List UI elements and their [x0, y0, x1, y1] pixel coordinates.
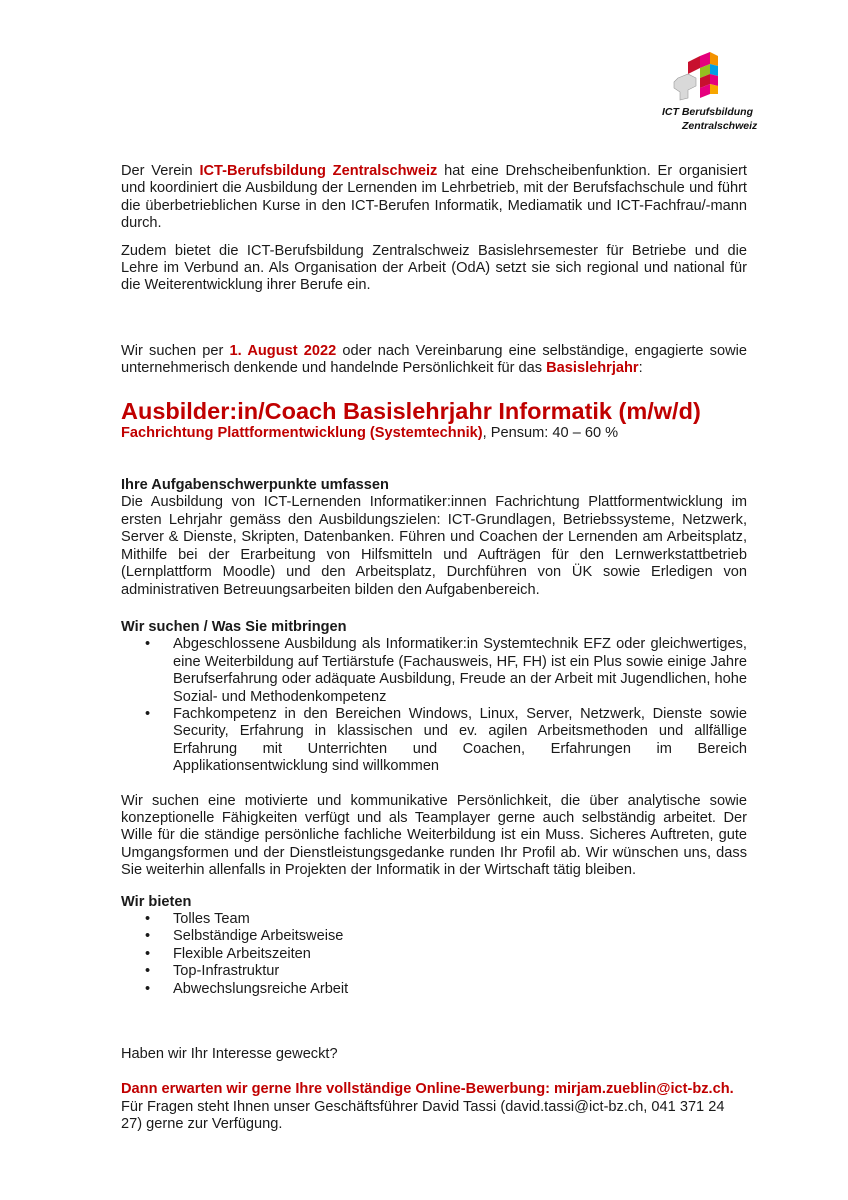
closing-question: Haben wir Ihr Interesse geweckt?: [121, 1046, 338, 1063]
tasks-text: Die Ausbildung von ICT-Lernenden Informatiker:innen Fachrichtung Plattformentwicklung im ersten Lehrjahr gemäss den Ausbildungszielen: ICT-Grundlagen, Betriebssysteme, Netzwerk, Server & Dienste, Skripten, Datenbanken. Führen und Coachen der Lernenden am Arbeitsplatz, Mithilfe bei der Erarbeitung von Hilfsmitteln und Aufträgen für den Lernwerkstattbetrieb (Lernplattform Moodle) und den Arbeitsplatz, Durchführen von ÜK sowie Erledigen von administrativen Betreuungsarbeiten bilden den Aufgabenbereich.: [121, 494, 747, 598]
offer-heading: Wir bieten: [121, 893, 192, 910]
requirements-section: [121, 619, 747, 880]
apply-line: [121, 1081, 747, 1098]
text: Der Verein: [121, 163, 200, 179]
text: oder nach Vereinbarung eine selbständige, engagierte sowie unternehmerisch denkende und handelnde Persönlichkeit für das: [121, 342, 747, 377]
list-item: • Tolles Team: [121, 911, 747, 928]
logo-text-line2: Zentralschweiz: [682, 120, 758, 132]
tasks-heading: Ihre Aufgabenschwerpunkte umfassen: [121, 477, 389, 494]
text: hat eine Drehscheibenfunktion. Er organisiert und koordiniert die Ausbildung der Lernenden im Lehrbetrieb, mit der Berufsfachschule und führt die überbetrieblichen Kurse in den ICT-Berufen Informatik, Mediamatik und ICT-Fachfrau/-mann durch.: [121, 163, 747, 232]
list-item: • Top-Infrastruktur: [121, 963, 747, 980]
job-subtitle: Fachrichtung Plattformentwicklung (Systemtechnik): [121, 424, 483, 441]
start-date: 1. August 2022: [229, 342, 337, 359]
text: Dann erwarten wir gerne Ihre vollständige Online-Bewerbung:: [121, 1081, 555, 1098]
apply-email-link[interactable]: mirjam.zueblin@ict-bz.ch: [554, 1081, 730, 1098]
list-item: • Abwechslungsreiche Arbeit: [121, 981, 747, 998]
target-program: Basislehrjahr: [546, 360, 639, 377]
text: :: [638, 360, 643, 377]
intro-paragraph-2: Zudem bietet die ICT-Berufsbildung Zentralschweiz Basislehrsemester für Betriebe und die Lehre im Verbund an. Als Organisation der Arbeit (OdA) setzt sie sich regional und national für die Weiterentwicklung ihrer Berufe ein.: [121, 242, 747, 294]
org-name: ICT-Berufsbildung Zentralschweiz: [199, 163, 438, 179]
requirements-heading: Wir suchen / Was Sie mitbringen: [121, 618, 347, 635]
list-item: • Flexible Arbeitszeiten: [121, 946, 747, 963]
tasks-section: [121, 477, 747, 599]
text: .: [729, 1081, 734, 1098]
job-header: [121, 397, 747, 442]
intro-paragraph-1: [121, 163, 747, 233]
list-item: • Selbständige Arbeitsweise: [121, 928, 747, 945]
requirements-text: Wir suchen eine motivierte und kommunikative Persönlichkeit, die über analytische sowie konzeptionelle Fähigkeiten verfügt und als Teamplayer gerne auch selbständig arbeitet. Der Wille für die ständige persönliche fachliche Weiterbildung ist ein Muss. Sicheres Auftreten, gute Umgangsformen und der Dienstleistungsgedanke runden Ihr Profil ab. Wir wünschen uns, dass Sie weiterhin allenfalls in Projekten der Informatik in der Wirtschaft tätig bleiben.: [121, 792, 747, 879]
contact-text: Für Fragen steht Ihnen unser Geschäftsführer David Tassi (david.tassi@ict-bz.ch, 041 371 24 27) gerne zur Verfügung.: [121, 1098, 725, 1133]
text: Wir suchen per: [121, 342, 230, 359]
list-item: • Abgeschlossene Ausbildung als Informatiker:in Systemtechnik EFZ oder gleichwertiges, eine Weiterbildung auf Tertiärstufe (Fachausweis, HF, FH) ist ein Plus sowie einige Jahre Berufserfahrung oder adäquate Ausbildung, Freude an der Arbeit mit Jugendlichen, hohe Sozial- und Methodenkompetenz: [121, 636, 747, 706]
job-pensum: , Pensum: 40 – 60 %: [482, 424, 619, 441]
offer-section: [121, 894, 747, 998]
logo-mark-icon: [668, 50, 728, 105]
offer-list: [121, 911, 747, 998]
ict-logo: [660, 50, 760, 134]
logo-text-line1: ICT Berufsbildung: [662, 106, 753, 118]
closing-section: [121, 1081, 747, 1133]
list-item: • Fachkompetenz in den Bereichen Windows, Linux, Server, Netzwerk, Dienste sowie Security, Erfahrung in klassischen und ev. agilen Arbeitsmethoden und allfällige Erfahrung mit Unterrichten und Coachen, Erfahrungen im Bereich Applikationsentwicklung sind willkommen: [121, 706, 747, 776]
search-paragraph: [121, 343, 747, 378]
job-title: Ausbilder:in/Coach Basislehrjahr Informatik (m/w/d): [121, 397, 701, 424]
requirements-list: [121, 636, 747, 775]
